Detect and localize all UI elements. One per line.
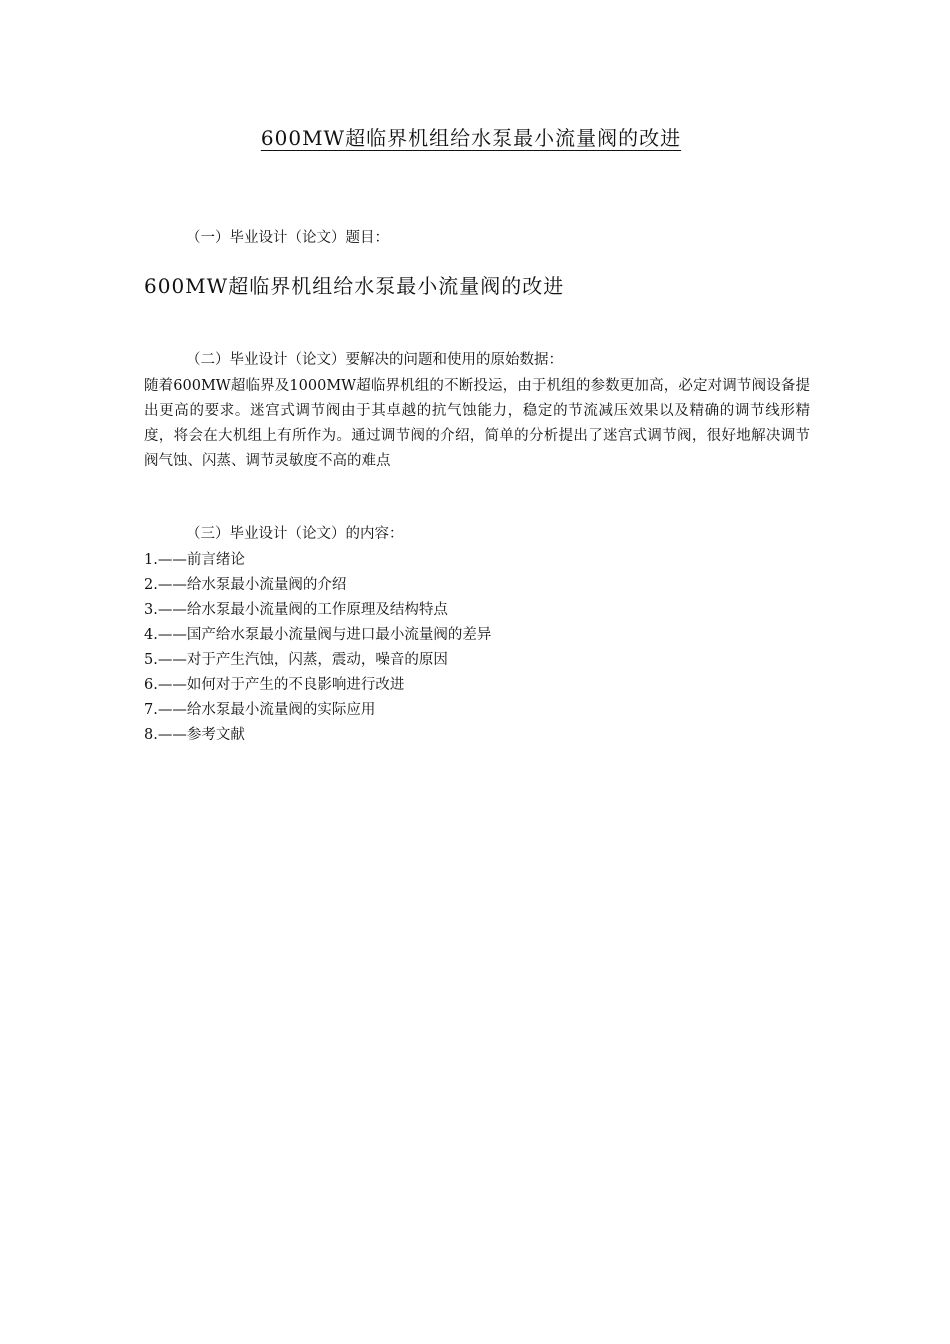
section-3-heading: （三）毕业设计（论文）的内容： bbox=[186, 526, 404, 542]
list-item: 3.——给水泵最小流量阀的工作原理及结构特点 bbox=[144, 602, 448, 618]
document-title-text: 600MW超临界机组给水泵最小流量阀的改进 bbox=[260, 126, 682, 150]
section-2-heading: （二）毕业设计（论文）要解决的问题和使用的原始数据： bbox=[186, 352, 563, 368]
list-item: 1.——前言绪论 bbox=[144, 552, 245, 568]
list-item: 4.——国产给水泵最小流量阀与进口最小流量阀的差异 bbox=[144, 627, 492, 643]
section-2-body: 随着600MW超临界及1000MW超临界机组的不断投运，由于机组的参数更加高，必定对调节阀设备提出更高的要求。迷宫式调节阀由于其卓越的抗气蚀能力，稳定的节流减压效果以及精确的调节线形精度，将会在大机组上有所作为。通过调节阀的介绍，简单的分析提出了迷宫式调节阀，很好地解决调节阀气蚀、闪蒸、调节灵敏度不高的难点 bbox=[144, 378, 810, 469]
list-item: 7.——给水泵最小流量阀的实际应用 bbox=[144, 702, 376, 718]
contents-list bbox=[144, 548, 491, 748]
document-title bbox=[0, 124, 950, 152]
list-item: 5.——对于产生汽蚀，闪蒸，震动，噪音的原因 bbox=[144, 652, 448, 668]
list-item: 8.——参考文献 bbox=[144, 727, 245, 743]
section-1-heading: （一）毕业设计（论文）题目： bbox=[186, 230, 389, 246]
thesis-topic: 600MW超临界机组给水泵最小流量阀的改进 bbox=[144, 274, 565, 298]
list-item: 2.——给水泵最小流量阀的介绍 bbox=[144, 577, 347, 593]
list-item: 6.——如何对于产生的不良影响进行改进 bbox=[144, 677, 405, 693]
